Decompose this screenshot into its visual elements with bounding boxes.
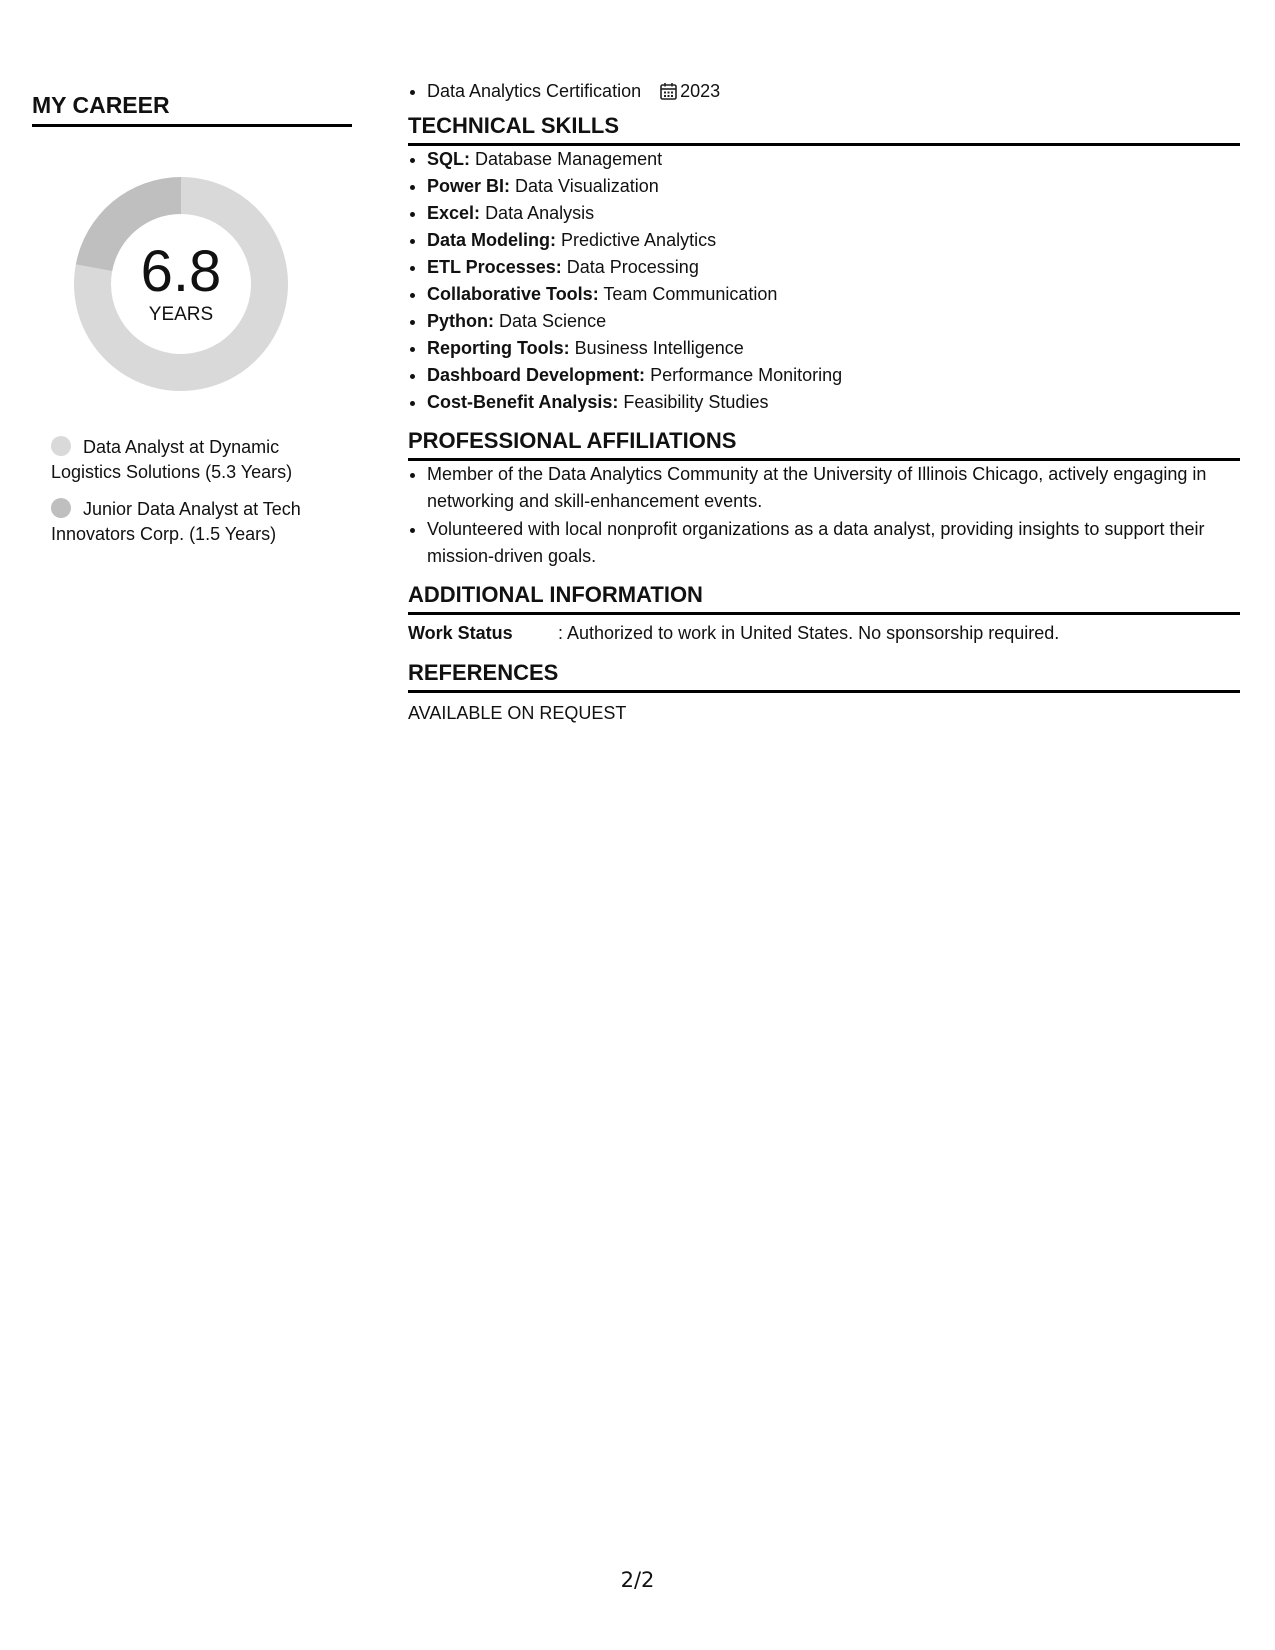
legend-label: Data Analyst at Dynamic Logistics Solutions (5.3 Years) — [51, 437, 293, 482]
affiliation-item: • Member of the Data Analytics Community at the University of Illinois Chicago, actively engaging in networking and skill-enhancement events. — [427, 461, 1240, 515]
legend-item — [51, 497, 341, 547]
skill-item — [427, 146, 1240, 173]
work-status-label: Work Status — [408, 623, 513, 643]
work-status-row — [408, 623, 1240, 644]
calendar-icon — [660, 82, 677, 100]
additional-info-title: ADDITIONAL INFORMATION — [408, 582, 1240, 615]
skill-name: Python: — [427, 311, 494, 331]
skill-desc: Predictive Analytics — [561, 230, 717, 250]
affiliations-title: PROFESSIONAL AFFILIATIONS — [408, 428, 1240, 461]
skill-desc: Team Communication — [603, 284, 778, 304]
skill-desc: Data Analysis — [485, 203, 595, 223]
legend-swatch — [51, 436, 71, 456]
skill-name: ETL Processes: — [427, 257, 562, 277]
legend-swatch — [51, 498, 71, 518]
skill-name: Power BI: — [427, 176, 511, 196]
affiliation-item: • Volunteered with local nonprofit organizations as a data analyst, providing insights to support their mission-driven goals. — [427, 516, 1240, 570]
skill-desc: Database Management — [475, 149, 663, 169]
references-section — [408, 660, 1240, 724]
skill-item — [427, 200, 1240, 227]
skills-section — [408, 113, 1240, 416]
skill-name: Cost-Benefit Analysis: — [427, 392, 619, 412]
affiliations-section — [408, 428, 1240, 570]
skill-item — [427, 254, 1240, 281]
page-number: 2/2 — [620, 1568, 655, 1592]
certification-name: Data Analytics Certification — [427, 81, 642, 101]
certification-item — [427, 78, 1240, 105]
skill-name: Reporting Tools: — [427, 338, 570, 358]
references-title: REFERENCES — [408, 660, 1240, 693]
career-legend — [51, 435, 341, 547]
skill-name: SQL: — [427, 149, 470, 169]
main-column — [408, 78, 1240, 724]
total-years: 6.8 — [140, 239, 222, 304]
skill-name: Dashboard Development: — [427, 365, 646, 385]
career-title: MY CAREER — [32, 92, 352, 127]
skill-item — [427, 227, 1240, 254]
legend-label: Junior Data Analyst at Tech Innovators Corp. (1.5 Years) — [51, 499, 301, 544]
skill-item — [427, 389, 1240, 416]
skill-desc: Performance Monitoring — [650, 365, 843, 385]
skill-item — [427, 362, 1240, 389]
skills-list — [408, 146, 1240, 416]
skill-desc: Business Intelligence — [574, 338, 744, 358]
skill-desc: Data Visualization — [515, 176, 659, 196]
references-text: AVAILABLE ON REQUEST — [408, 703, 627, 723]
skill-item — [427, 335, 1240, 362]
skill-desc: Data Science — [499, 311, 607, 331]
affiliations-list — [408, 461, 1240, 570]
career-section — [32, 92, 352, 559]
skill-desc: Feasibility Studies — [623, 392, 769, 412]
work-status-value: : Authorized to work in United States. No sponsorship required. — [558, 623, 1060, 643]
skill-name: Collaborative Tools: — [427, 284, 599, 304]
skill-name: Excel: — [427, 203, 481, 223]
certification-year: 2023 — [680, 81, 721, 101]
skill-name: Data Modeling: — [427, 230, 556, 250]
certification-list — [408, 78, 1240, 105]
skill-item — [427, 173, 1240, 200]
career-donut-chart — [66, 169, 296, 399]
skill-item — [427, 281, 1240, 308]
additional-info-section — [408, 582, 1240, 644]
skill-desc: Data Processing — [566, 257, 699, 277]
total-years-unit: YEARS — [148, 304, 214, 325]
skill-item — [427, 308, 1240, 335]
skills-title: TECHNICAL SKILLS — [408, 113, 1240, 146]
donut-center — [66, 169, 296, 399]
legend-item — [51, 435, 341, 485]
